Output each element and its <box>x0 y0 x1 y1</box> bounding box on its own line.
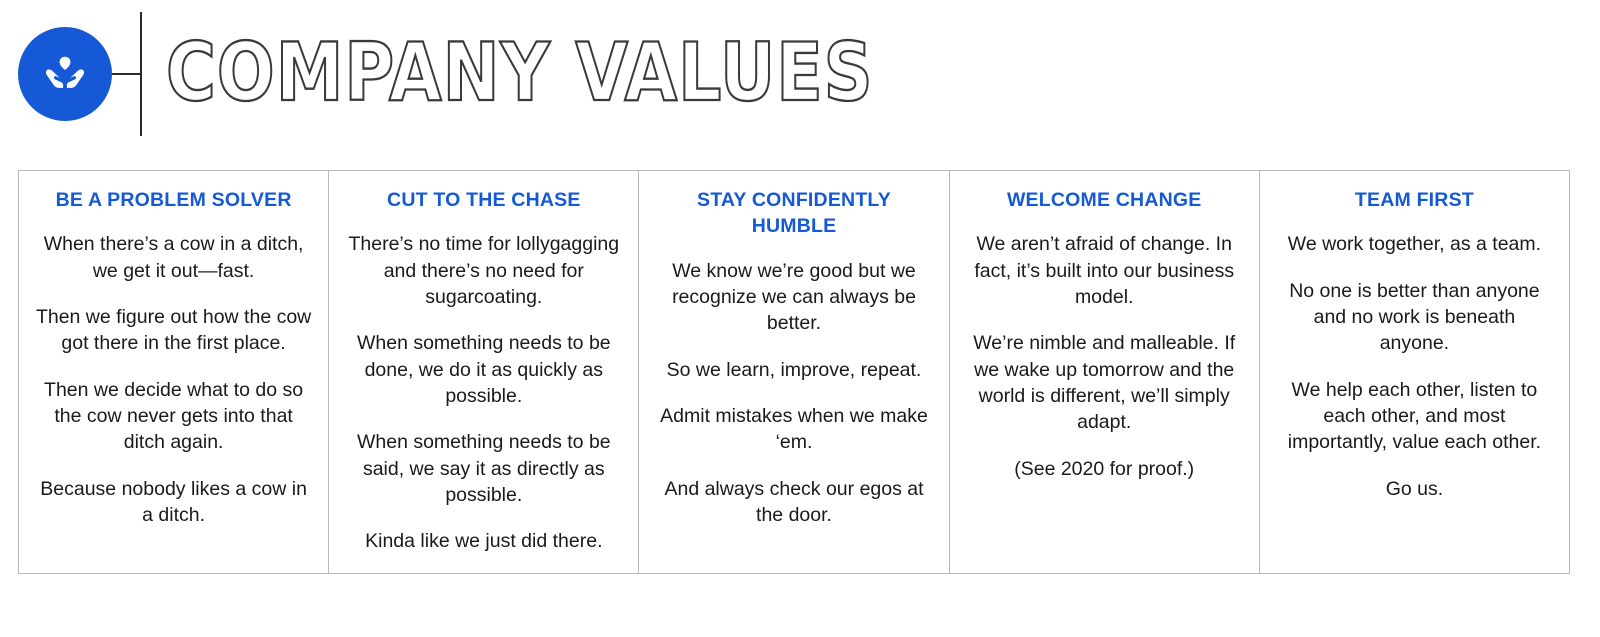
value-paragraph: Go us. <box>1385 477 1444 500</box>
value-paragraph: And always check our egos at the door. <box>664 477 924 526</box>
value-paragraph: Kinda like we just did there. <box>365 530 603 553</box>
logo-connector-line <box>112 73 140 75</box>
value-paragraph: Because nobody likes a cow in a ditch. <box>40 477 307 526</box>
value-column-welcome-change <box>950 171 1260 573</box>
value-column-team-first <box>1260 171 1569 573</box>
value-column-be-a-problem-solver <box>19 171 329 573</box>
header <box>18 14 874 134</box>
value-paragraph: We’re nimble and malleable. If we wake up tomorrow and the world is different, we’ll simply adapt. <box>973 332 1236 434</box>
value-paragraph: No one is better than anyone and no work is beneath anyone. <box>1289 279 1540 355</box>
value-title: BE A PROBLEM SOLVER <box>55 189 292 211</box>
value-paragraph: Then we figure out how the cow got there in the first place. <box>35 305 312 355</box>
value-title: WELCOME CHANGE <box>1006 189 1202 211</box>
value-title: CUT TO THE CHASE <box>387 189 581 211</box>
value-paragraph: There’s no time for lollygagging and there’s no need for sugarcoating. <box>348 233 620 308</box>
value-paragraph: So we learn, improve, repeat. <box>666 358 922 381</box>
value-paragraph: (See 2020 for proof.) <box>1014 457 1195 480</box>
values-table <box>18 170 1570 574</box>
value-paragraph: We know we’re good but we recognize we can always be better. <box>672 259 916 335</box>
value-title: STAY CONFIDENTLY HUMBLE <box>697 189 891 238</box>
header-divider <box>140 12 142 136</box>
value-title: TEAM FIRST <box>1354 189 1474 211</box>
value-paragraph: We aren’t afraid of change. In fact, it’s built into our business model. <box>974 233 1235 308</box>
value-paragraph: When something needs to be done, we do it as quickly as possible. <box>356 332 611 407</box>
value-column-stay-confidently-humble <box>639 171 949 573</box>
logo-badge <box>18 27 112 121</box>
value-paragraph: When something needs to be said, we say it as directly as possible. <box>356 431 611 506</box>
value-paragraph: We help each other, listen to each other, and most importantly, value each other. <box>1287 378 1542 454</box>
value-paragraph: Admit mistakes when we make ‘em. <box>660 404 928 454</box>
value-column-cut-to-the-chase <box>329 171 639 573</box>
value-paragraph: We work together, as a team. <box>1287 233 1542 256</box>
page-title: COMPANY VALUES <box>166 26 874 121</box>
hands-holding-heart-icon <box>36 45 94 103</box>
value-paragraph: When there’s a cow in a ditch, we get it out—fast. <box>43 233 304 282</box>
value-paragraph: Then we decide what to do so the cow never gets into that ditch again. <box>44 378 304 454</box>
